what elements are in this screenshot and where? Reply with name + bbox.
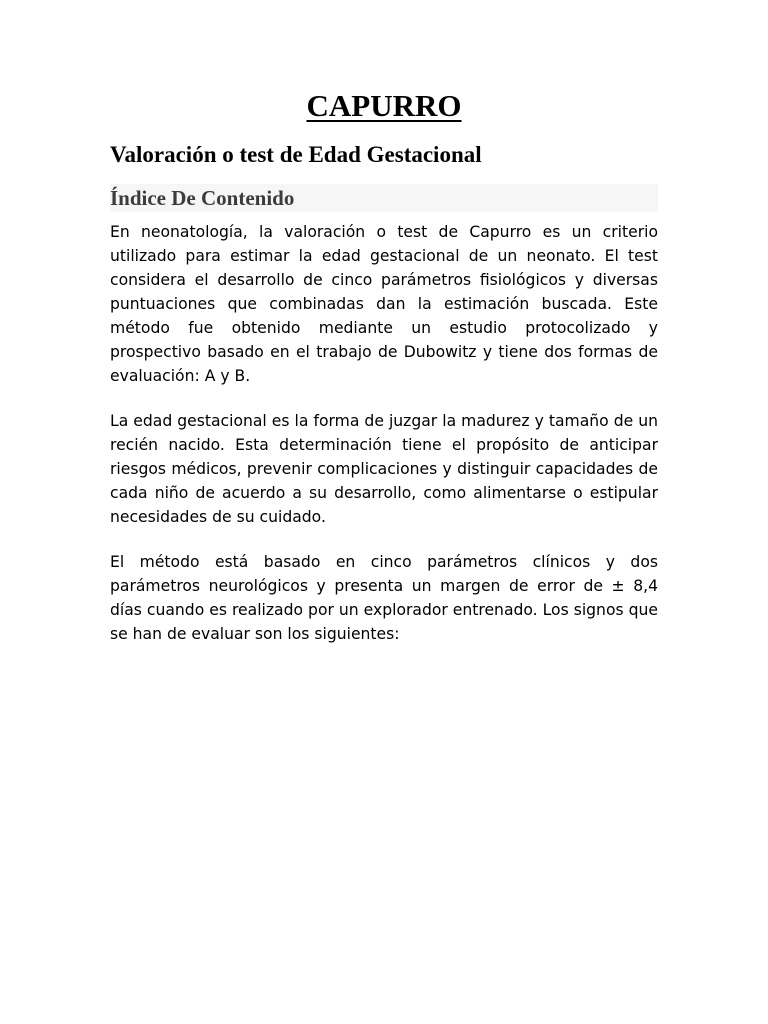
document-subtitle: Valoración o test de Edad Gestacional	[110, 142, 482, 167]
paragraph-method: El método está basado en cinco parámetros clínicos y dos parámetros neurológicos y presenta un margen de error de ± 8,4 días cuando es realizado por un explorador entrenado. Los signos que se han de evaluar son los siguientes:	[110, 553, 658, 643]
document-title	[0, 86, 768, 126]
paragraph-gestational-age: La edad gestacional es la forma de juzgar la madurez y tamaño de un recién nacido. Esta determinación tiene el propósito de anticipar riesgos médicos, prevenir complicaciones y distinguir capacidades de cada niño de acuerdo a su desarrollo, como alimentarse o estipular necesidades de su cuidado.	[110, 412, 658, 526]
paragraph-introduction: En neonatología, la valoración o test de Capurro es un criterio utilizado para estimar la edad gestacional de un neonato. El test considera el desarrollo de cinco parámetros fisiológicos y diversas puntuaciones que combinadas dan la estimación buscada. Este método fue obtenido mediante un estudio protocolizado y prospectivo basado en el trabajo de Dubowitz y tiene dos formas de evaluación: A y B.	[110, 223, 658, 385]
table-of-contents-heading: Índice De Contenido	[110, 184, 658, 212]
document-title-text: CAPURRO	[306, 88, 462, 123]
